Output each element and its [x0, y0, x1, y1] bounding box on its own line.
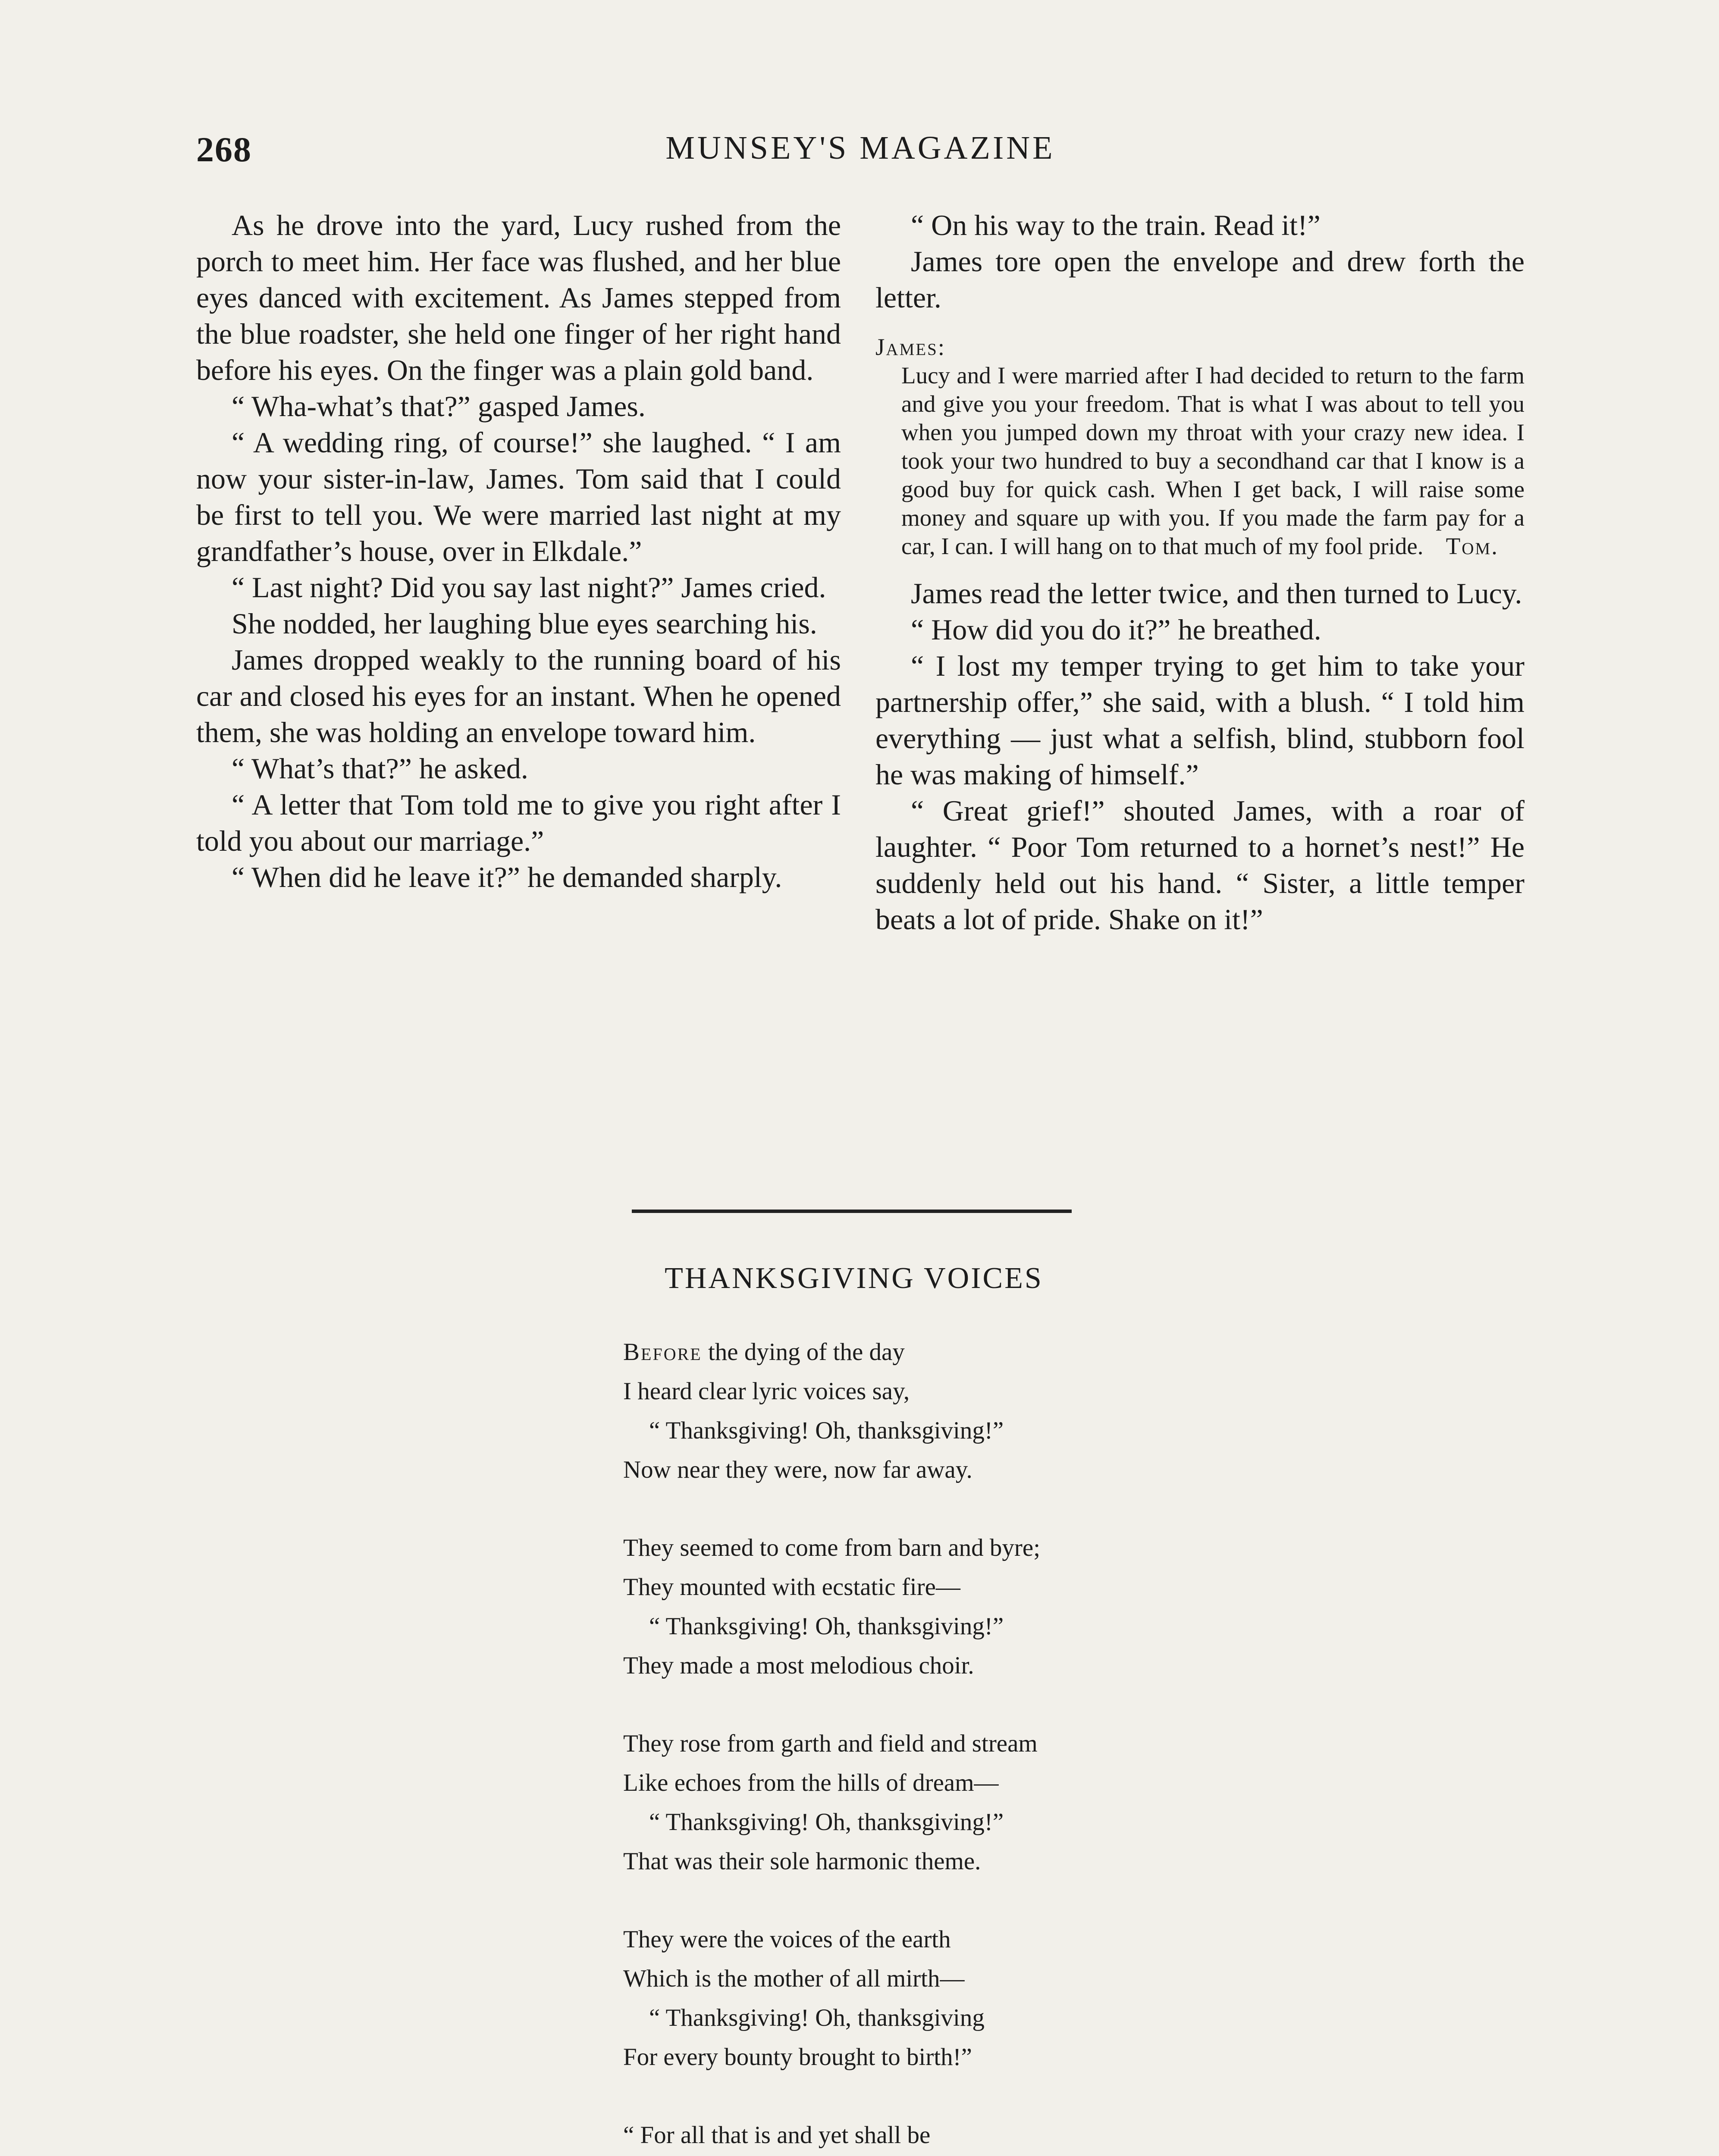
paragraph: “ A letter that Tom told me to give you right after I told you about our marriage.” [196, 788, 841, 857]
paragraph: “ On his way to the train. Read it!” [911, 209, 1321, 241]
running-head: MUNSEY'S MAGAZINE [665, 130, 1055, 166]
poem-refrain: “ Thanksgiving! Oh, thanksgiving [649, 2004, 985, 2031]
paragraph: She nodded, her laughing blue eyes searching his. [232, 607, 817, 640]
paragraph: James tore open the envelope and drew forth the letter. [875, 245, 1525, 314]
poem-line [623, 1332, 1270, 1372]
paragraph: As he drove into the yard, Lucy rushed from the porch to meet him. Her face was flushed, and her blue eyes danced with excitement. As James stepped from the blue roadster, she held one finger of her right hand before his eyes. On the finger was a plain gold band. [196, 209, 841, 386]
page-header [196, 129, 1525, 181]
poem-title: THANKSGIVING VOICES [665, 1262, 1043, 1295]
poem-line: They mounted with ecstatic fire— [623, 1573, 960, 1601]
poem-line: That was their sole harmonic theme. [623, 1848, 981, 1875]
poem-line: For every bounty brought to birth!” [623, 2043, 972, 2071]
poem [623, 1332, 1270, 2156]
paragraph: “ What’s that?” he asked. [232, 752, 528, 785]
letter-body [875, 361, 1525, 561]
stanza [623, 1528, 1270, 1685]
poem-refrain: “ Thanksgiving! Oh, thanksgiving!” [649, 1417, 1004, 1444]
poem-first-word: Before [623, 1338, 702, 1366]
letter-salutation: James: [875, 334, 946, 360]
poem-line: Which is the mother of all mirth— [623, 1965, 965, 1992]
poem-line: “ For all that is and yet shall be [623, 2122, 931, 2149]
paragraph: “ Great grief!” shouted James, with a roar of laughter. “ Poor Tom returned to a hornet’s nest!” He suddenly held out his hand. “ Sister, a little temper beats a lot of pride. Shake on it!” [875, 794, 1525, 936]
paragraph: “ How did you do it?” he breathed. [911, 613, 1321, 646]
stanza [623, 1332, 1270, 1489]
stanza [623, 1920, 1270, 2077]
letter-text: Lucy and I were married after I had decided to return to the farm and give you your freedom. That is what I was about to tell you when you jumped down my throat with your crazy new idea. I took your two hundred to buy a secondhand car that I know is a good buy for quick cash. When I get back, I will raise some money and square up with you. If you made the farm pay for a car, I can. I will hang on to that much of my fool pride. [901, 362, 1525, 559]
story-column-left [196, 207, 841, 895]
paragraph: “ I lost my temper trying to get him to take your partnership offer,” she said, with a blush. “ I told him everything — just what a selfish, blind, stubborn fool he was making of himself.” [875, 649, 1525, 791]
paragraph: “ Wha-what’s that?” gasped James. [232, 390, 646, 423]
story-column-right [875, 207, 1525, 937]
poem-line: Now near they were, now far away. [623, 1456, 972, 1483]
paragraph: “ Last night? Did you say last night?” James cried. [232, 571, 826, 604]
stanza [623, 1724, 1270, 1881]
poem-refrain: “ Thanksgiving! Oh, thanksgiving!” [649, 1808, 1004, 1836]
poem-refrain: “ Thanksgiving! Oh, thanksgiving!” [649, 1613, 1004, 1640]
poem-line: They were the voices of the earth [623, 1926, 951, 1953]
letter-block [875, 333, 1525, 561]
poem-line: I heard clear lyric voices say, [623, 1378, 910, 1405]
stanza [623, 2115, 1270, 2156]
letter-signature: Tom. [1446, 533, 1499, 559]
paragraph: “ When did he leave it?” he demanded sharply. [232, 861, 782, 893]
section-divider [632, 1210, 1072, 1213]
page-number: 268 [196, 130, 252, 169]
poem-line: Like echoes from the hills of dream— [623, 1769, 999, 1796]
poem-line: They made a most melodious choir. [623, 1652, 974, 1679]
paragraph: “ A wedding ring, of course!” she laughed. “ I am now your sister-in-law, James. Tom said that I could be first to tell you. We were married last night at my grandfather’s house, over in Elkdale.” [196, 426, 841, 567]
poem-line-text: the dying of the day [702, 1338, 905, 1366]
poem-line: They seemed to come from barn and byre; [623, 1534, 1041, 1561]
paragraph: James dropped weakly to the running board of his car and closed his eyes for an instant. When he opened them, she was holding an envelope toward him. [196, 643, 841, 749]
paragraph: James read the letter twice, and then turned to Lucy. [911, 577, 1522, 610]
poem-line: They rose from garth and field and stream [623, 1730, 1038, 1757]
